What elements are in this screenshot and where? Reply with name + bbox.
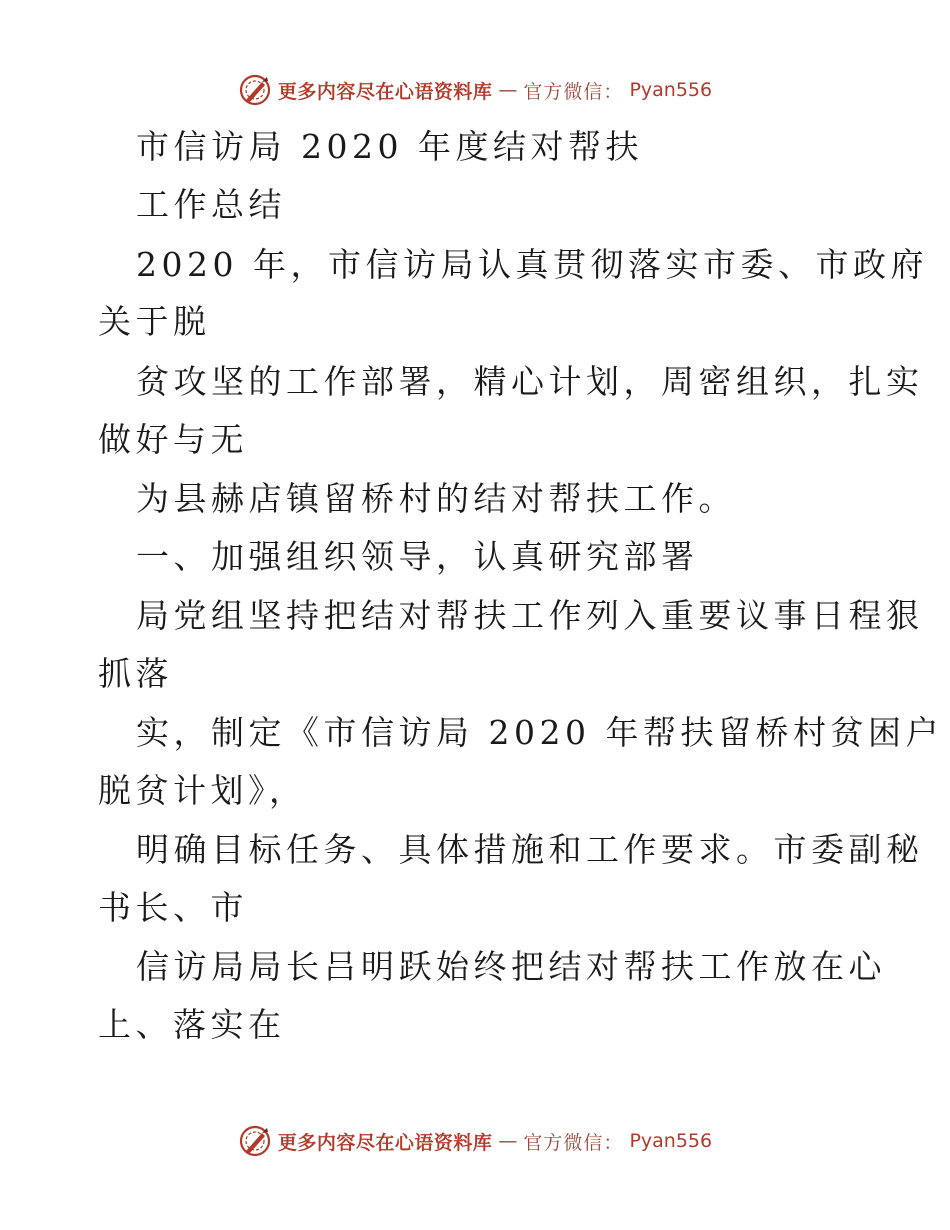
doc-text-line: 关于脱	[98, 302, 211, 341]
doc-text-line: 书长、市	[98, 888, 248, 927]
doc-text-line: 脱贫计划》，	[98, 771, 307, 810]
footer-watermark-banner	[0, 1121, 950, 1161]
doc-text-line: 抓落	[98, 654, 173, 693]
banner-contact-id: Pyan556	[629, 79, 713, 101]
banner-separator: —	[498, 1130, 518, 1152]
banner-site-text: 更多内容尽在心语资料库	[277, 80, 493, 103]
doc-text-line: 2020 年，市信访局认真贯彻落实市委、市政府	[136, 245, 928, 284]
doc-text-line: 明确目标任务、具体措施和工作要求。市委副秘	[136, 830, 924, 869]
quill-seal-icon	[238, 73, 272, 107]
header-watermark-banner	[0, 70, 950, 110]
quill-seal-icon	[238, 1124, 272, 1158]
doc-title-line-2: 工作总结	[136, 185, 286, 224]
doc-text-line: 为县赫店镇留桥村的结对帮扶工作。	[136, 479, 736, 518]
doc-text-line: 实，制定《市信访局 2020 年帮扶留桥村贫困户	[136, 713, 943, 752]
banner-contact-label: 官方微信：	[523, 1131, 624, 1154]
banner-contact-label: 官方微信：	[523, 80, 624, 103]
doc-text-line: 贫攻坚的工作部署，精心计划，周密组织，扎实	[136, 362, 924, 401]
banner-separator: —	[498, 79, 518, 101]
doc-text-line: 做好与无	[98, 420, 248, 459]
doc-title-line-1: 市信访局 2020 年度结对帮扶	[136, 127, 643, 166]
banner-contact-id: Pyan556	[629, 1130, 713, 1152]
doc-text-line: 上、落实在	[98, 1005, 286, 1044]
banner-site-text: 更多内容尽在心语资料库	[277, 1131, 493, 1154]
doc-text-line: 局党组坚持把结对帮扶工作列入重要议事日程狠	[136, 596, 924, 635]
doc-text-line: 信访局局长吕明跃始终把结对帮扶工作放在心	[136, 947, 886, 986]
doc-section-heading: 一、加强组织领导，认真研究部署	[136, 537, 699, 576]
